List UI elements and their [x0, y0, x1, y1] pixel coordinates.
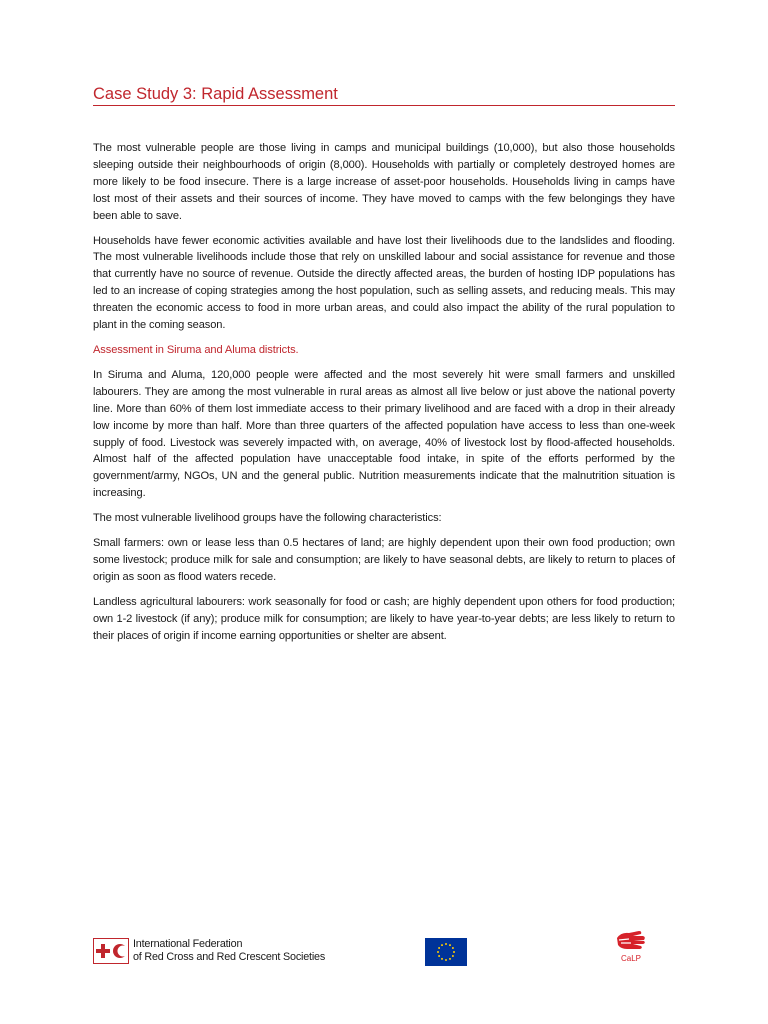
ifrc-name-line2: of Red Cross and Red Crescent Societies [133, 951, 326, 963]
red-crescent-icon [112, 943, 126, 959]
paragraph-small-farmers: Small farmers: own or lease less than 0.5 hectares of land; are highly dependent upon their own food production; own some livestock; produce milk for sale and consumption; are likely to have seasonal debts, are likely to return to places of origin as soon as flood waters recede. [93, 537, 675, 583]
ifrc-emblem [93, 938, 129, 964]
paragraph-livelihoods: Households have fewer economic activities available and have lost their livelihoods due to the landslides and flooding. The most vulnerable livelihoods include those that rely on unskilled labour and social assistance for revenue and those that currently have no source of revenue. Outside the directly affected areas, the burden of hosting IDP populations has led to an increase of coping strategies among the host population, such as selling assets, and reducing meals. This may threaten the economic access to food in more urban areas, and could also impact the ability of the rural population to plant in the coming season. [93, 234, 675, 332]
page-title: Case Study 3: Rapid Assessment [93, 85, 338, 103]
calp-hand-icon [615, 928, 647, 956]
paragraph-vulnerable-people: The most vulnerable people are those living in camps and municipal buildings (10,000), but also those households sleeping outside their neighbourhoods of origin (8,000). Households with partially or completely destroyed homes are more likely to be food insecure. There is a large increase of asset-poor households. Households living in camps have lost most of their assets and their sources of income. They have moved to camps with the few belongings they have been able to save. [93, 142, 675, 222]
ifrc-name-line1: International Federation [133, 938, 243, 950]
eu-flag-icon [425, 938, 467, 966]
paragraph-siruma-aluma: In Siruma and Aluma, 120,000 people were affected and the most severely hit were small farmers and unskilled labourers. They are among the most vulnerable in rural areas as almost all live below or just above the national poverty line. More than 60% of them lost immediate access to their primary livelihood and are faced with a drop in their already low income by more than half. More than three quarters of the affected population have access to less than one-week supply of food. Livestock was severely impacted with, on average, 40% of livestock lost by flood-affected households. Almost half of the affected population have unacceptable food intake, in spite of the efforts performed by the government/army, NGOs, UN and the general public. Nutrition measurements indicate that the malnutrition situation is increasing. [93, 368, 675, 500]
calp-logo [611, 928, 651, 968]
page-footer [93, 928, 675, 972]
page-heading [93, 84, 675, 106]
section-subheading: Assessment in Siruma and Aluma districts. [93, 343, 299, 356]
ifrc-name [133, 938, 325, 964]
paragraph-livelihood-groups-intro: The most vulnerable livelihood groups have the following characteristics: [93, 512, 442, 525]
document-body [93, 140, 675, 652]
red-cross-icon [96, 944, 110, 958]
ifrc-logo [93, 936, 325, 966]
calp-label: CaLP [620, 954, 641, 963]
paragraph-landless-labourers: Landless agricultural labourers: work seasonally for food or cash; are highly dependent upon others for food production; own 1-2 livestock (if any); produce milk for consumption; are likely to have year-to-year debts; are less likely to return to their places of origin if income earning opportunities or shelter are absent. [93, 595, 675, 642]
